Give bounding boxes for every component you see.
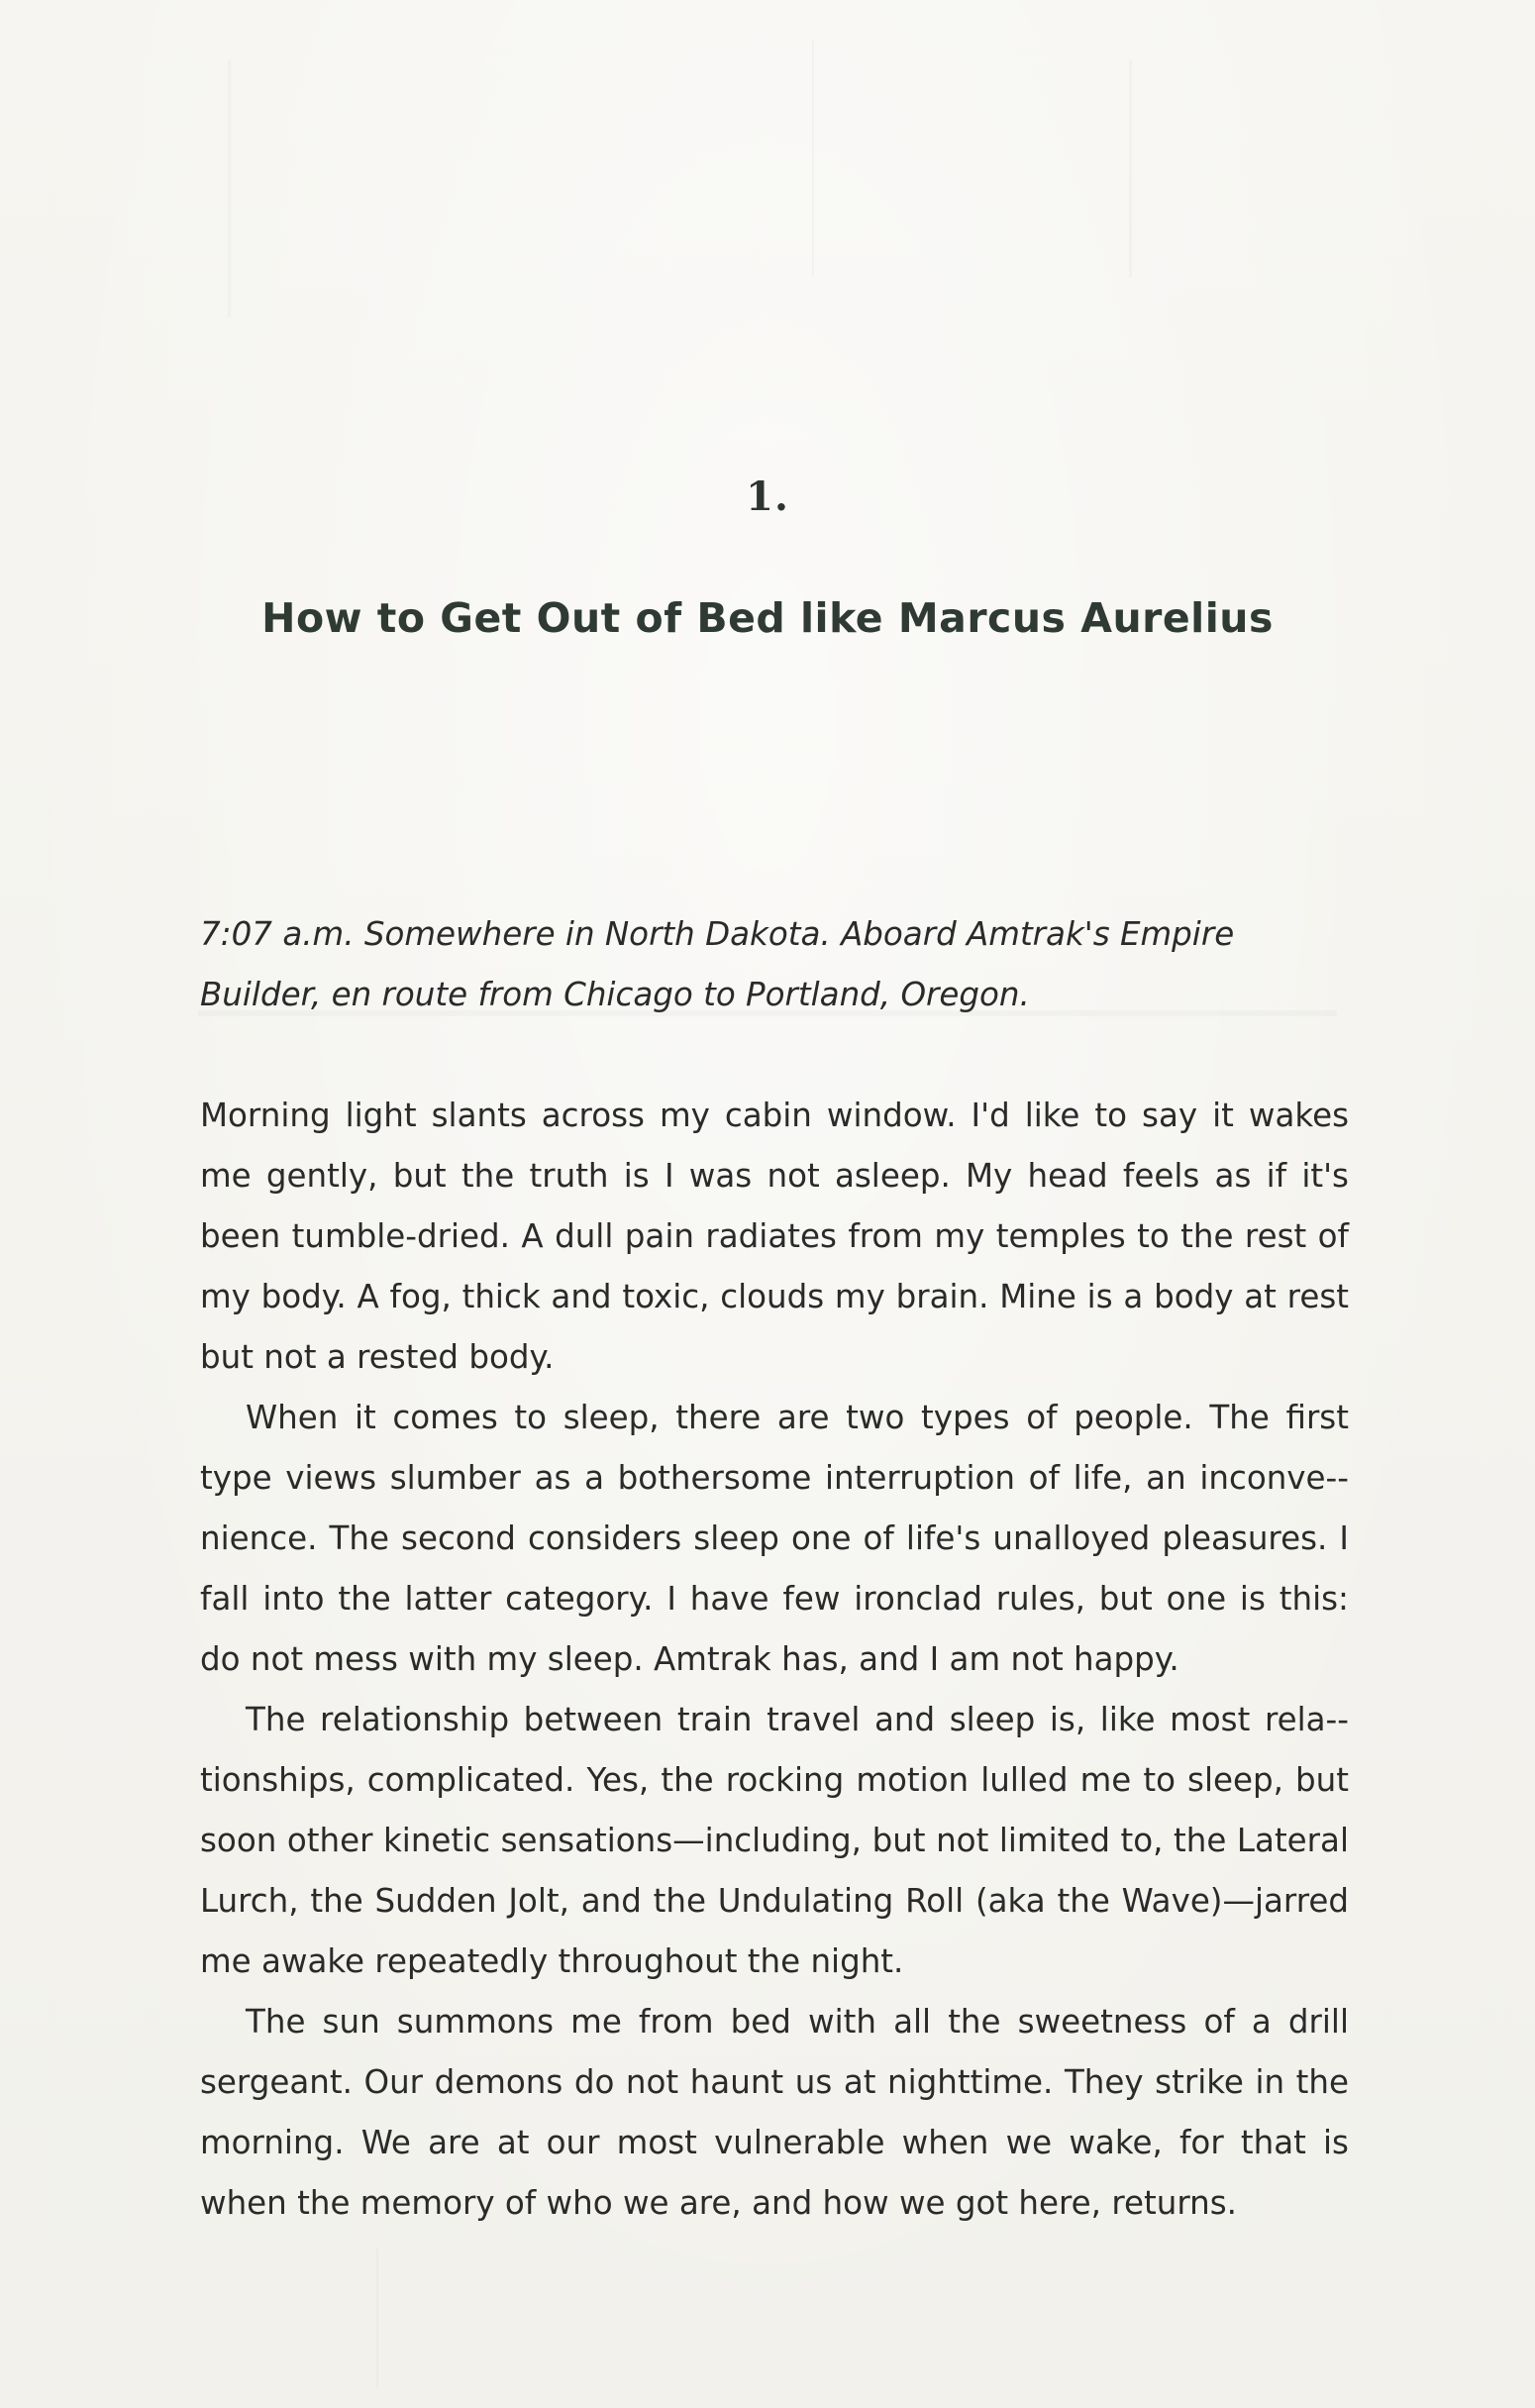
paper-texture <box>812 40 814 277</box>
paragraph: The sun summons me from bed with all the sweetness of a drill sergeant. Our demons do not haunt us at nighttime. They strike in the morning. We are at our most vulnerable when we wake, for that is when the memory of who we are, and how we got here, returns. <box>200 2003 1349 2222</box>
epigraph-line: 7:07 a.m. Somewhere in North Dakota. Aboard Amtrak's Empire <box>200 915 1235 953</box>
chapter-title: How to Get Out of Bed like Marcus Aurelius <box>261 594 1274 642</box>
epigraph <box>200 904 1349 1025</box>
paragraph: The relationship between train travel and sleep is, like most rela-tionships, complicated. Yes, the rocking motion lulled me to sleep, but soon other kinetic sensations—including, but not limited to, the Lateral Lurch, the Sudden Jolt, and the Undulating Roll (aka the Wave)—jarred me awake repeatedly throughout the night. <box>200 1701 1349 1980</box>
paragraph: Morning light slants across my cabin window. I'd like to say it wakes me gently, but the truth is I was not asleep. My head feels as if it's been tumble-dried. A dull pain radiates from my temples to the rest of my body. A fog, thick and toxic, clouds my brain. Mine is a body at rest but not a rested body. <box>200 1097 1349 1376</box>
chapter-number: 1. <box>746 473 789 520</box>
paper-texture <box>376 2249 378 2387</box>
paragraph: When it comes to sleep, there are two types of people. The first type views slumber as a bothersome interruption of life, an inconve-nience. The second considers sleep one of life's unalloyed pleasures. I fall into the latter category. I have few ironclad rules, but one is this: do not mess with my sleep. Amtrak has, and I am not happy. <box>200 1399 1349 1678</box>
paper-texture <box>228 59 231 317</box>
body-text <box>200 1086 1349 2234</box>
epigraph-line: Builder, en route from Chicago to Portland, Oregon. <box>200 976 1030 1013</box>
paper-texture <box>1129 59 1132 277</box>
